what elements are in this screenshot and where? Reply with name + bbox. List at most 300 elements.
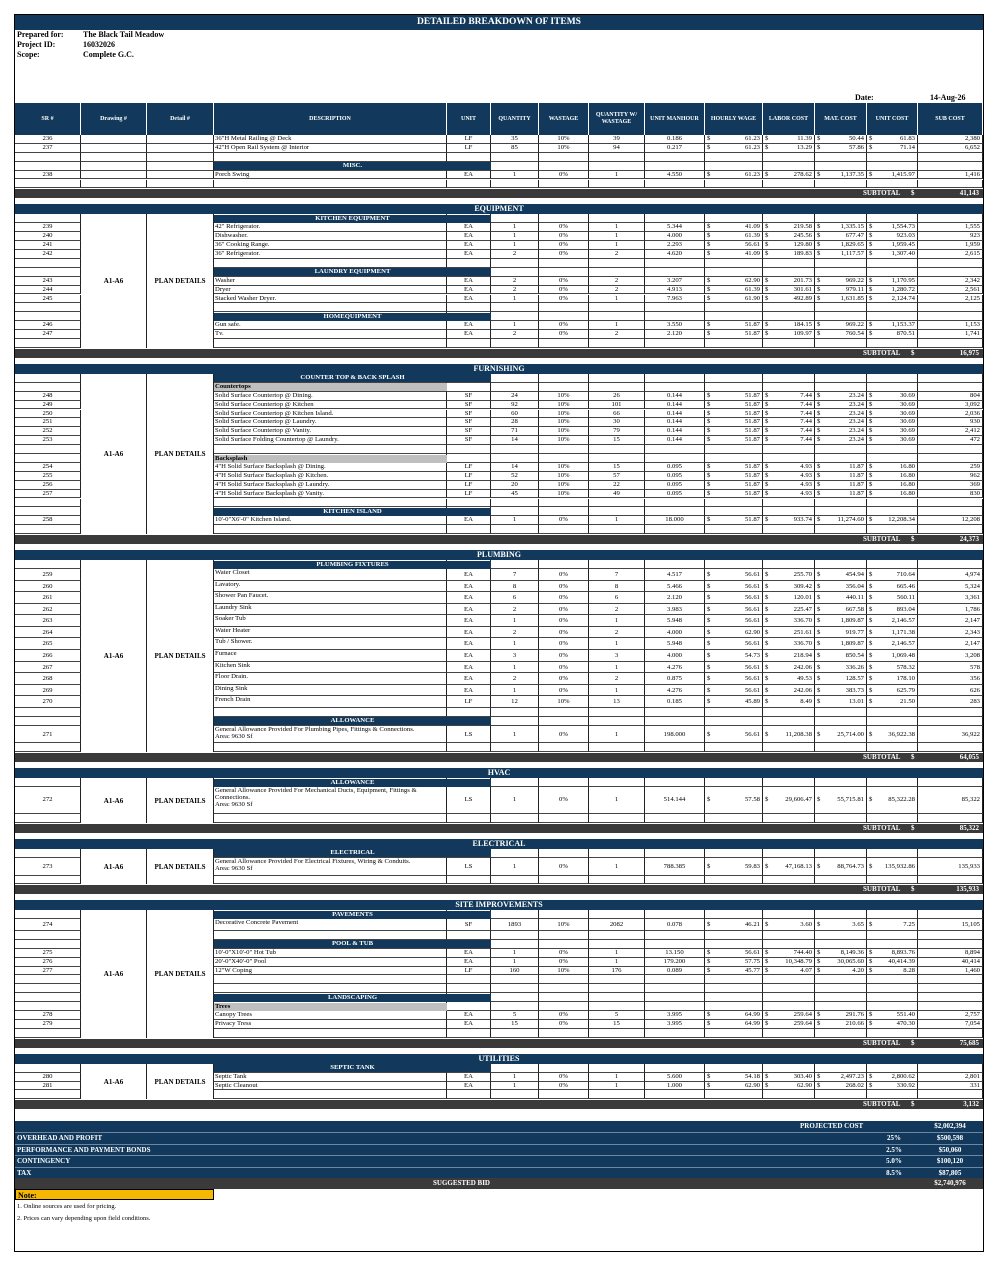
sub-cost-cell <box>918 787 983 814</box>
hourly-wage-cell <box>705 171 763 180</box>
empty-cell <box>447 525 491 534</box>
currency-symbol: $ <box>707 427 711 435</box>
labor-cost-cell <box>763 696 815 708</box>
quantity-cell: 1 <box>491 295 539 304</box>
amount: 1,280.72 <box>891 285 915 293</box>
empty-cell <box>15 975 81 984</box>
empty-cell <box>815 374 867 383</box>
amount: 47,168.13 <box>785 862 812 870</box>
empty-cell <box>447 153 491 162</box>
description-line: Connections. <box>215 794 251 802</box>
detail-number-merged: PLAN DETAILS <box>147 910 214 1037</box>
mat-cost-cell <box>815 696 867 708</box>
amount: 61.39 <box>744 285 760 293</box>
hourly-wage-cell <box>705 144 763 153</box>
empty-cell <box>539 984 589 993</box>
currency-symbol: $ <box>707 294 711 302</box>
currency-symbol: $ <box>765 294 769 302</box>
empty-cell <box>645 560 705 569</box>
quantity-cell: 1 <box>491 241 539 250</box>
amount: 56.61 <box>744 675 760 683</box>
quantity-cell: 1 <box>491 171 539 180</box>
labor-cost-cell <box>763 295 815 304</box>
quantity-w-wastage-cell: 66 <box>589 410 645 419</box>
detail-number-merged: PLAN DETAILS <box>147 778 214 823</box>
mat-cost-cell <box>815 726 867 744</box>
currency-symbol: $ <box>869 241 873 249</box>
hourly-wage-cell <box>705 967 763 976</box>
currency-symbol: $ <box>707 436 711 444</box>
description-line: Gun safe. <box>215 321 241 329</box>
amount: 85,322.28 <box>888 796 915 804</box>
currency-symbol: $ <box>707 276 711 284</box>
hourly-wage-cell <box>705 685 763 697</box>
amount: 7.44 <box>800 391 812 399</box>
section-title: HVAC <box>15 768 983 778</box>
labor-cost-cell <box>763 673 815 685</box>
quantity-w-wastage-cell: 1 <box>589 295 645 304</box>
description-cell <box>214 241 447 250</box>
currency-symbol: $ <box>869 170 873 178</box>
empty-cell <box>867 214 918 223</box>
empty-cell <box>867 708 918 717</box>
quantity-cell: 1 <box>491 638 539 650</box>
description-line: Lavatory. <box>215 580 241 588</box>
sub-cost-cell <box>918 144 983 153</box>
quantity-w-wastage-cell: 1 <box>589 858 645 876</box>
description-cell <box>214 787 447 814</box>
empty-cell <box>491 814 539 823</box>
empty-cell <box>589 814 645 823</box>
unit-manhour-cell: 5.948 <box>645 615 705 627</box>
amount: 30.69 <box>899 409 915 417</box>
amount: 336.26 <box>845 663 864 671</box>
empty-cell <box>491 984 539 993</box>
hourly-wage-cell <box>705 436 763 445</box>
empty-cell <box>815 268 867 277</box>
empty-cell <box>763 303 815 312</box>
wastage-cell: 0% <box>539 516 589 525</box>
currency-symbol: $ <box>765 617 769 625</box>
empty-cell <box>589 339 645 348</box>
wastage-cell: 10% <box>539 919 589 931</box>
currency-symbol: $ <box>869 516 873 524</box>
merged-cell <box>147 171 214 180</box>
empty-cell <box>815 1029 867 1038</box>
description-line: Solid Surface Countertop @ Kitchen Island. <box>215 409 334 417</box>
empty-cell <box>815 303 867 312</box>
sub-cost-cell <box>918 627 983 639</box>
empty-cell <box>815 214 867 223</box>
quantity-cell: 1 <box>491 726 539 744</box>
quantity-w-wastage-cell: 2 <box>589 277 645 286</box>
empty-cell <box>918 499 983 508</box>
description-cell <box>214 330 447 339</box>
amount: 30.69 <box>899 418 915 426</box>
currency-symbol: $ <box>817 170 821 178</box>
empty-cell <box>491 374 539 383</box>
unit-cell: SF <box>447 392 491 401</box>
quantity-w-wastage-cell: 13 <box>589 696 645 708</box>
group-label: Trees <box>214 1003 447 1011</box>
empty-cell <box>15 153 81 162</box>
empty-cell <box>918 339 983 348</box>
mat-cost-cell <box>815 581 867 593</box>
empty-cell <box>763 975 815 984</box>
empty-cell <box>815 1090 867 1099</box>
empty-cell <box>918 162 983 171</box>
quantity-cell: 2 <box>491 604 539 616</box>
quantity-w-wastage-cell: 1 <box>589 726 645 744</box>
section-title: SITE IMPROVEMENTS <box>15 900 983 910</box>
currency-symbol: $ <box>765 436 769 444</box>
empty-cell <box>645 153 705 162</box>
unit-cost-cell <box>867 650 918 662</box>
empty-cell <box>867 1029 918 1038</box>
empty-cell <box>705 374 763 383</box>
amount: 51.87 <box>744 480 760 488</box>
amount: 470.30 <box>896 1019 915 1027</box>
sub-cost-cell <box>918 472 983 481</box>
amount: 4.20 <box>852 966 864 974</box>
amount: 850.54 <box>845 651 864 659</box>
quantity-w-wastage-cell: 2 <box>589 604 645 616</box>
empty-cell <box>589 743 645 752</box>
empty-cell <box>918 268 983 277</box>
sr--cell: 253 <box>15 436 81 445</box>
description-cell <box>214 592 447 604</box>
description-cell <box>214 949 447 958</box>
description-line: General Allowance Provided For Mechanical Ducts, Equipment, Fittings & <box>215 787 417 795</box>
amount: 23.24 <box>848 409 864 417</box>
empty-cell <box>589 180 645 189</box>
unit-cell: EA <box>447 223 491 232</box>
currency-symbol: $ <box>817 1072 821 1080</box>
currency-symbol: $ <box>707 796 711 804</box>
merged-cell <box>147 135 214 144</box>
empty-cell <box>867 940 918 949</box>
empty-cell <box>15 507 81 516</box>
empty-cell <box>763 339 815 348</box>
description-line: Dryer <box>215 285 231 293</box>
empty-cell <box>705 849 763 858</box>
amount: 7.44 <box>800 409 812 417</box>
empty-cell <box>539 940 589 949</box>
wastage-cell: 10% <box>539 481 589 490</box>
description-line: Solid Surface Countertop @ Laundry. <box>215 418 317 426</box>
empty-cell <box>491 525 539 534</box>
empty-cell <box>491 312 539 321</box>
amount: 2,343 <box>964 628 980 636</box>
sub-cost-cell <box>918 919 983 931</box>
empty-cell <box>815 931 867 940</box>
currency-symbol: $ <box>869 276 873 284</box>
section-title: EQUIPMENT <box>15 204 983 214</box>
currency-symbol: $ <box>869 330 873 338</box>
empty-cell <box>15 445 81 454</box>
amount: 301.61 <box>793 285 812 293</box>
detail-number-merged: PLAN DETAILS <box>147 214 214 348</box>
empty-cell <box>539 993 589 1002</box>
currency-symbol: $ <box>911 1038 915 1047</box>
sr--cell: 255 <box>15 472 81 481</box>
empty-cell <box>645 180 705 189</box>
description-cell <box>214 814 447 823</box>
empty-cell <box>539 525 589 534</box>
empty-cell <box>447 984 491 993</box>
currency-symbol: $ <box>869 617 873 625</box>
amount: 4.93 <box>800 489 812 497</box>
empty-cell <box>918 454 983 463</box>
subtotal-row <box>15 349 983 358</box>
empty-cell <box>815 984 867 993</box>
sub-cost-cell <box>918 250 983 259</box>
description-cell <box>214 958 447 967</box>
quantity-w-wastage-cell: 6 <box>589 592 645 604</box>
currency-symbol: $ <box>765 796 769 804</box>
unit-cost-cell <box>867 171 918 180</box>
labor-cost-cell <box>763 401 815 410</box>
amount: 1,959 <box>964 241 980 249</box>
currency-symbol: $ <box>707 663 711 671</box>
empty-cell <box>539 876 589 885</box>
drawing-number-merged: A1-A6 <box>81 374 147 534</box>
sr--cell: 254 <box>15 463 81 472</box>
amount: 2,801 <box>964 1072 980 1080</box>
unit-cell: EA <box>447 650 491 662</box>
sub-cost-cell <box>918 418 983 427</box>
amount: 21.50 <box>899 698 915 706</box>
quantity-w-wastage-cell: 1 <box>589 787 645 814</box>
empty-cell <box>539 849 589 858</box>
labor-cost-cell <box>763 418 815 427</box>
description-cell <box>214 410 447 419</box>
amount: 11.39 <box>797 135 812 142</box>
unit-cost-cell <box>867 472 918 481</box>
empty-cell <box>589 499 645 508</box>
description-cell <box>214 1011 447 1020</box>
currency-symbol: $ <box>869 143 873 151</box>
unit-cell: EA <box>447 949 491 958</box>
empty-cell <box>705 1064 763 1073</box>
amount: 242.06 <box>793 686 812 694</box>
empty-cell <box>645 507 705 516</box>
wastage-cell: 0% <box>539 241 589 250</box>
labor-cost-cell <box>763 286 815 295</box>
currency-symbol: $ <box>817 400 821 408</box>
wastage-cell: 0% <box>539 295 589 304</box>
unit-cell: LS <box>447 726 491 744</box>
subtotal-value: 64,055 <box>959 753 979 762</box>
currency-symbol: $ <box>707 330 711 338</box>
description-line: Solid Surface Folding Countertop @ Laundry. <box>215 436 339 444</box>
wastage-cell: 10% <box>539 427 589 436</box>
subtotal-value: 3,132 <box>963 1100 979 1109</box>
description-line: Solid Surface Countertop @ Vanity. <box>215 427 312 435</box>
wastage-cell: 0% <box>539 627 589 639</box>
empty-cell <box>815 743 867 752</box>
date-row <box>855 93 966 102</box>
labor-cost-cell <box>763 627 815 639</box>
unit-cost-cell <box>867 286 918 295</box>
empty-cell <box>589 708 645 717</box>
description-line: Porch Swing <box>215 170 250 178</box>
hourly-wage-cell <box>705 958 763 967</box>
description-cell <box>214 180 447 189</box>
amount: 46.21 <box>744 921 760 929</box>
amount: 1,460 <box>964 966 980 974</box>
currency-symbol: $ <box>765 232 769 240</box>
description-line: Decorative Concrete Pavement <box>215 919 299 927</box>
mat-cost-cell <box>815 615 867 627</box>
empty-cell <box>918 708 983 717</box>
empty-cell <box>539 383 589 392</box>
empty-cell <box>15 814 81 823</box>
amount: 356.04 <box>845 582 864 590</box>
hourly-wage-cell <box>705 401 763 410</box>
empty-cell <box>589 984 645 993</box>
unit-cell: EA <box>447 592 491 604</box>
quantity-w-wastage-cell: 1 <box>589 662 645 674</box>
amount: 61.83 <box>899 135 915 142</box>
quantity-w-wastage-cell: 1 <box>589 1082 645 1091</box>
empty-cell <box>705 910 763 919</box>
empty-cell <box>867 814 918 823</box>
column-header: MAT. COST <box>815 103 867 135</box>
empty-cell <box>763 743 815 752</box>
currency-symbol: $ <box>817 223 821 231</box>
empty-cell <box>815 560 867 569</box>
wastage-cell: 0% <box>539 286 589 295</box>
sr--cell: 237 <box>15 144 81 153</box>
amount: 1,829.65 <box>840 241 864 249</box>
amount: 2,146.57 <box>891 640 915 648</box>
unit-cell: LF <box>447 144 491 153</box>
unit-cost-cell <box>867 615 918 627</box>
amount: 56.61 <box>744 605 760 613</box>
description-line: General Allowance Provided For Plumbing Pipes, Fittings & Connections. <box>215 725 415 733</box>
subtotal-value: 16,975 <box>959 348 979 357</box>
unit-manhour-cell: 0.095 <box>645 481 705 490</box>
merged-cell <box>81 171 147 180</box>
empty-cell <box>447 743 491 752</box>
date-value: 14-Aug-26 <box>930 93 966 102</box>
currency-symbol: $ <box>765 1081 769 1089</box>
currency-symbol: $ <box>765 223 769 231</box>
currency-symbol: $ <box>707 628 711 636</box>
subtotal-value: 24,373 <box>959 535 979 544</box>
description-cell <box>214 463 447 472</box>
labor-cost-cell <box>763 662 815 674</box>
amount: 50.44 <box>848 135 864 142</box>
amount: 51.87 <box>744 516 760 524</box>
amount: 2,380 <box>964 135 980 142</box>
sub-cost-cell <box>918 171 983 180</box>
unit-cell: LS <box>447 858 491 876</box>
currency-symbol: $ <box>869 594 873 602</box>
empty-cell <box>867 975 918 984</box>
empty-cell <box>918 214 983 223</box>
currency-symbol: $ <box>765 427 769 435</box>
unit-cell: LF <box>447 463 491 472</box>
unit-manhour-cell: 0.095 <box>645 472 705 481</box>
mat-cost-cell <box>815 401 867 410</box>
empty-cell <box>815 454 867 463</box>
unit-cell: EA <box>447 241 491 250</box>
amount: 129.80 <box>793 241 812 249</box>
empty-cell <box>645 1090 705 1099</box>
empty-cell <box>763 445 815 454</box>
amount: 13.29 <box>796 143 812 151</box>
currency-symbol: $ <box>707 489 711 497</box>
quantity-w-wastage-cell: 15 <box>589 463 645 472</box>
currency-symbol: $ <box>707 1011 711 1018</box>
description-cell <box>214 232 447 241</box>
hourly-wage-cell <box>705 858 763 876</box>
unit-manhour-cell: 2.120 <box>645 592 705 604</box>
unit-cost-cell <box>867 490 918 499</box>
currency-symbol: $ <box>707 640 711 648</box>
unit-cell: EA <box>447 627 491 639</box>
labor-cost-cell <box>763 321 815 330</box>
amount: 560.11 <box>896 594 915 602</box>
empty-cell <box>763 374 815 383</box>
empty-cell <box>539 1029 589 1038</box>
empty-cell <box>705 507 763 516</box>
empty-cell <box>539 312 589 321</box>
amount: 7.44 <box>800 427 812 435</box>
quantity-cell: 45 <box>491 490 539 499</box>
subsection-title: LANDSCAPING <box>214 994 491 1002</box>
empty-cell <box>918 1029 983 1038</box>
empty-cell <box>918 507 983 516</box>
quantity-w-wastage-cell: 2 <box>589 330 645 339</box>
wastage-cell: 0% <box>539 787 589 814</box>
hourly-wage-cell <box>705 330 763 339</box>
sr--cell: 244 <box>15 286 81 295</box>
sr--cell: 277 <box>15 967 81 976</box>
currency-symbol: $ <box>765 241 769 249</box>
currency-symbol: $ <box>869 675 873 683</box>
amount: 11,274.60 <box>837 516 864 524</box>
hourly-wage-cell <box>705 1011 763 1020</box>
unit-cost-cell <box>867 696 918 708</box>
empty-cell <box>645 1002 705 1011</box>
empty-cell <box>491 743 539 752</box>
labor-cost-cell <box>763 958 815 967</box>
mat-cost-cell <box>815 516 867 525</box>
unit-cell: EA <box>447 516 491 525</box>
labor-cost-cell <box>763 516 815 525</box>
scope-value: Complete G.C. <box>83 50 134 59</box>
empty-cell <box>589 1029 645 1038</box>
unit-manhour-cell: 5.948 <box>645 638 705 650</box>
description-line: 12"W Coping <box>215 966 252 974</box>
empty-cell <box>15 1002 81 1011</box>
mat-cost-cell <box>815 662 867 674</box>
empty-cell <box>539 708 589 717</box>
labor-cost-cell <box>763 615 815 627</box>
wastage-cell: 0% <box>539 250 589 259</box>
empty-cell <box>447 259 491 268</box>
amount: 16.80 <box>899 471 915 479</box>
empty-cell <box>815 708 867 717</box>
unit-cost-cell <box>867 787 918 814</box>
quantity-cell: 3 <box>491 650 539 662</box>
sr--cell: 267 <box>15 662 81 674</box>
sr--cell: 241 <box>15 241 81 250</box>
markup-value: $50,060 <box>938 1145 962 1154</box>
